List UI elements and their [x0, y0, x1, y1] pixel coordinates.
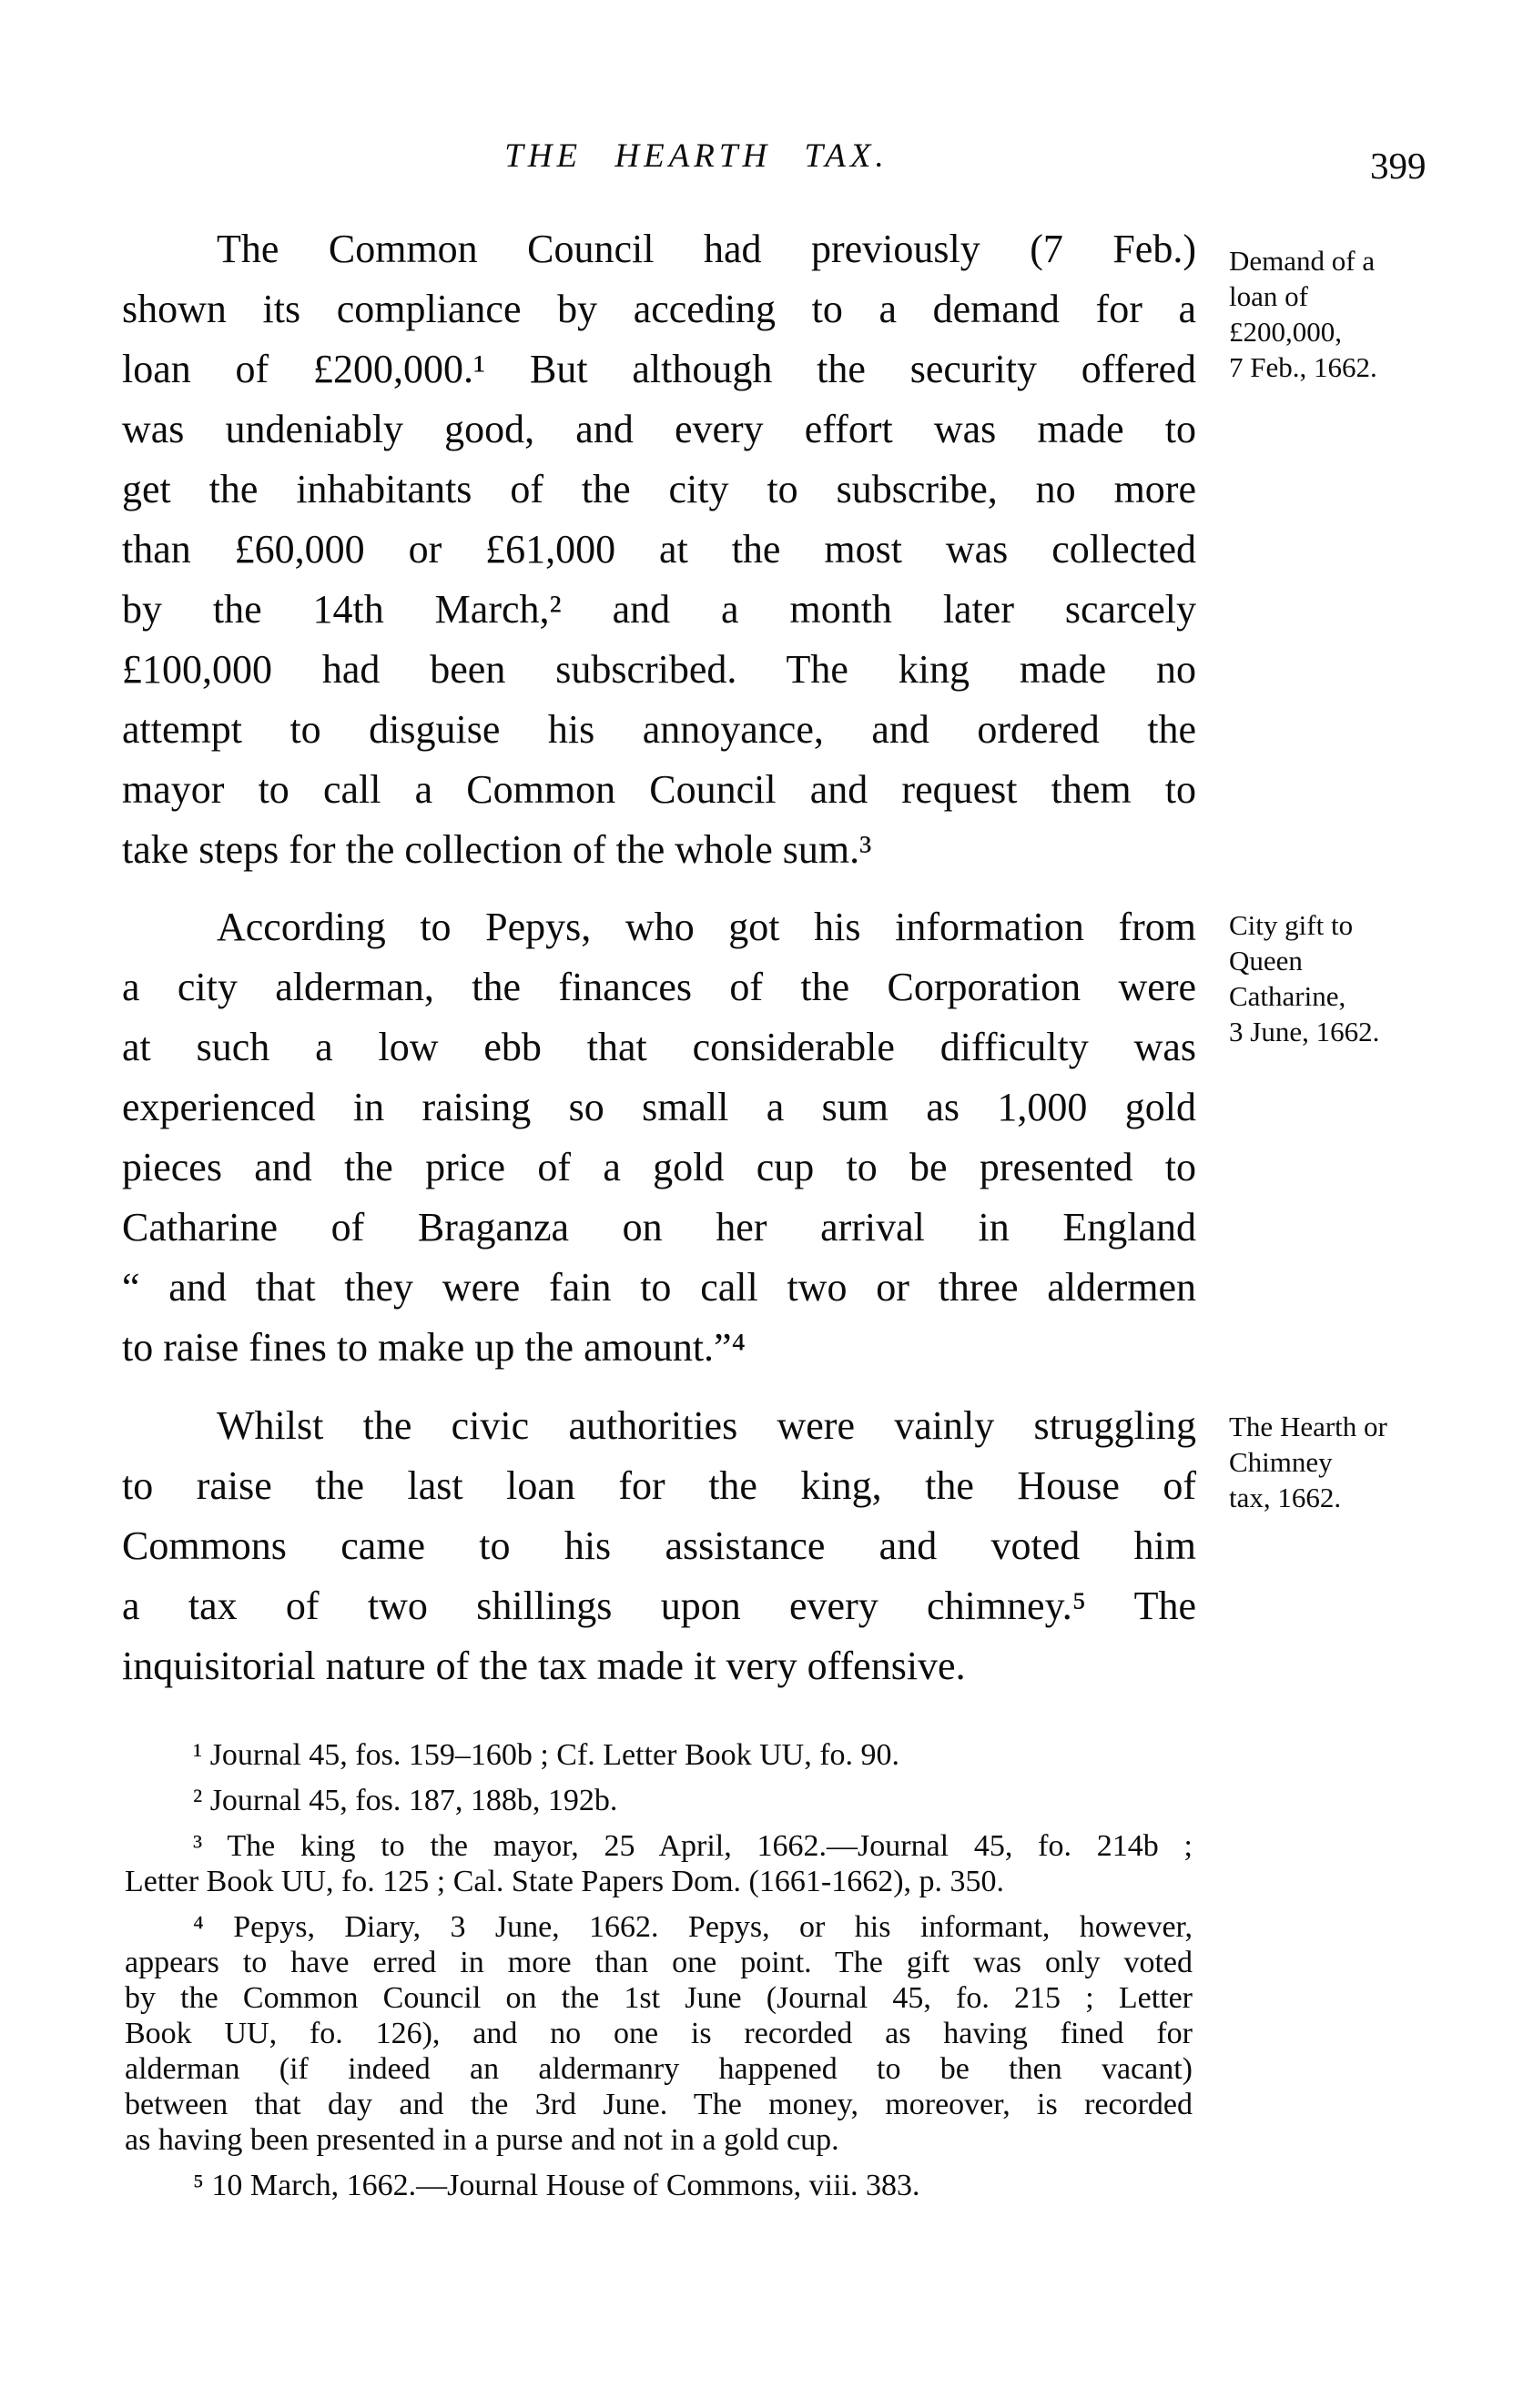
text-line: was undeniably good, and every effort was made to — [122, 407, 1196, 451]
text-line: Letter Book UU, fo. 125 ; Cal. State Papers Dom. (1661-1662), p. 350. — [125, 1865, 1005, 1898]
text-line: loan of £200,000.¹ But although the security offered — [122, 347, 1196, 391]
text-line: at such a low ebb that considerable difficulty was — [122, 1025, 1196, 1069]
text-line: Queen — [1229, 945, 1303, 976]
text-line: Chimney — [1229, 1446, 1333, 1478]
text-line: ³ The king to the mayor, 25 April, 1662.—Journal 45, fo. 214b ; — [193, 1829, 1193, 1863]
footnotes-block — [125, 1737, 1193, 2213]
text-line: by the 14th March,² and a month later scarcely — [122, 587, 1196, 632]
text-line: take steps for the collection of the whole sum.³ — [122, 827, 872, 872]
text-line: mayor to call a Common Council and request them to — [122, 767, 1196, 812]
text-line: a city alderman, the finances of the Corporation were — [122, 965, 1196, 1009]
text-line: ⁵ 10 March, 1662.—Journal House of Commons, viii. 383. — [193, 2169, 920, 2202]
text-line: Book UU, fo. 126), and no one is recorded as having fined for — [125, 2017, 1193, 2050]
text-line: than £60,000 or £61,000 at the most was collected — [122, 527, 1196, 572]
margin-note-city-gift — [1229, 907, 1493, 1049]
text-line: Catharine of Braganza on her arrival in England — [122, 1205, 1196, 1250]
text-line: by the Common Council on the 1st June (Journal 45, fo. 215 ; Letter — [125, 1981, 1193, 2015]
page-number: 399 — [1370, 145, 1427, 187]
text-line: attempt to disguise his annoyance, and ordered the — [122, 707, 1196, 752]
text-line: ¹ Journal 45, fos. 159–160b ; Cf. Letter Book UU, fo. 90. — [193, 1738, 900, 1772]
text-line: pieces and the price of a gold cup to be presented to — [122, 1145, 1196, 1189]
paragraph-hearth-tax — [122, 1396, 1196, 1696]
footnote-3 — [125, 1828, 1193, 1899]
margin-note-loan-demand — [1229, 243, 1493, 385]
text-line: a tax of two shillings upon every chimney.⁵ The — [122, 1583, 1196, 1628]
text-line: “ and that they were fain to call two or three aldermen — [122, 1265, 1196, 1310]
text-line: between that day and the 3rd June. The money, moreover, is recorded — [125, 2088, 1193, 2121]
text-line: Whilst the civic authorities were vainly struggling — [217, 1403, 1196, 1448]
footnote-5 — [125, 2168, 1193, 2203]
paragraph-loan-demand — [122, 219, 1196, 880]
text-line: City gift to — [1229, 909, 1354, 941]
footnote-4 — [125, 1909, 1193, 2158]
margin-note-hearth-tax — [1229, 1409, 1493, 1515]
text-line: ² Journal 45, fos. 187, 188b, 192b. — [193, 1784, 618, 1817]
text-line: According to Pepys, who got his information from — [217, 905, 1196, 949]
text-line: to raise the last loan for the king, the House of — [122, 1463, 1196, 1508]
text-line: shown its compliance by acceding to a demand for a — [122, 287, 1196, 331]
paragraph-city-gift — [122, 897, 1196, 1378]
text-line: The Common Council had previously (7 Feb.) — [217, 227, 1196, 271]
text-line: ⁴ Pepys, Diary, 3 June, 1662. Pepys, or his informant, however, — [193, 1910, 1193, 1944]
text-line: alderman (if indeed an aldermanry happened to be then vacant) — [125, 2052, 1193, 2086]
text-line: Demand of a — [1229, 245, 1376, 277]
text-line: £100,000 had been subscribed. The king made no — [122, 647, 1196, 692]
text-line: 7 Feb., 1662. — [1229, 351, 1377, 383]
text-line: loan of — [1229, 280, 1308, 312]
text-line: £200,000, — [1229, 316, 1342, 348]
text-line: as having been presented in a purse and not in a gold cup. — [125, 2123, 839, 2157]
text-line: 3 June, 1662. — [1229, 1016, 1380, 1047]
footnote-2 — [125, 1783, 1193, 1818]
text-line: Commons came to his assistance and voted him — [122, 1523, 1196, 1568]
footnote-1 — [125, 1737, 1193, 1773]
text-line: Catharine, — [1229, 980, 1346, 1012]
running-title: THE HEARTH TAX. — [504, 137, 889, 175]
text-line: get the inhabitants of the city to subscribe, no more — [122, 467, 1196, 511]
text-line: appears to have erred in more than one point. The gift was only voted — [125, 1946, 1193, 1979]
text-line: The Hearth or — [1229, 1411, 1387, 1442]
text-line: experienced in raising so small a sum as 1,000 gold — [122, 1085, 1196, 1129]
text-line: tax, 1662. — [1229, 1482, 1342, 1513]
text-line: inquisitorial nature of the tax made it very offensive. — [122, 1644, 966, 1688]
text-line: to raise fines to make up the amount.”⁴ — [122, 1325, 746, 1370]
